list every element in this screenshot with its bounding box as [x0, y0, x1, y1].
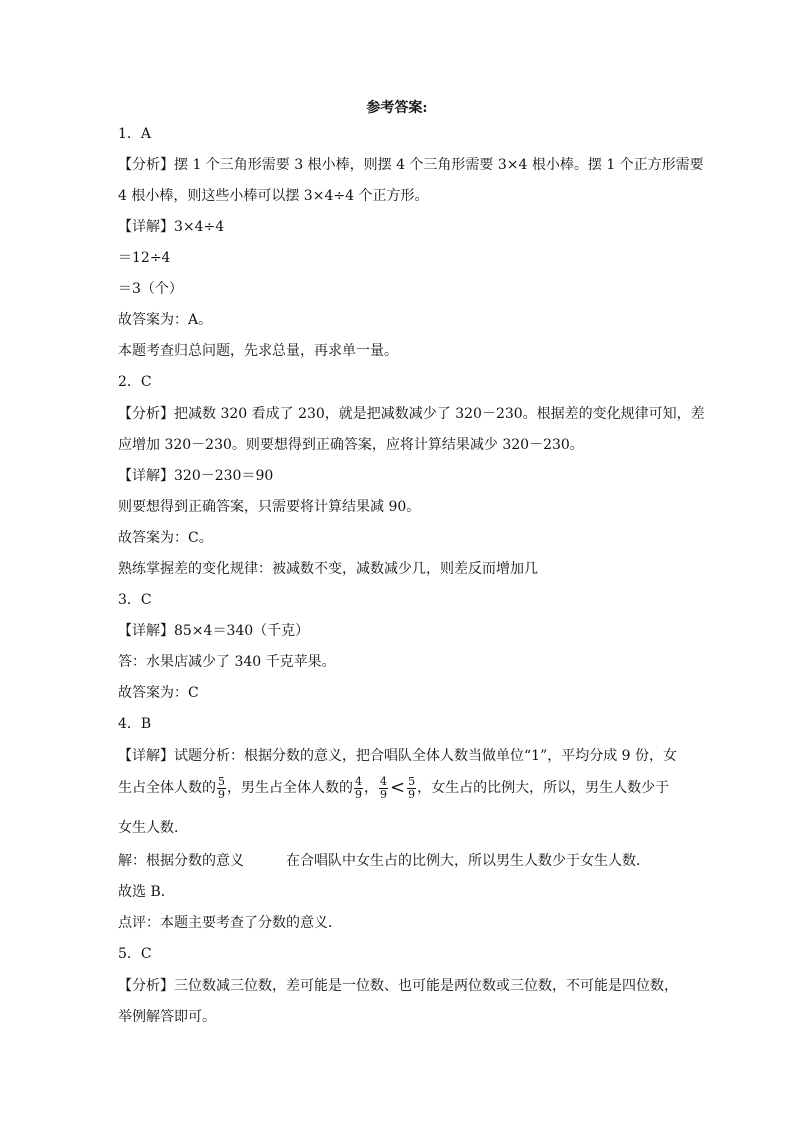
q4-choice: 故选 B．: [118, 884, 175, 900]
page-title: 参考答案:: [366, 100, 428, 116]
fraction-5-9-compare: [407, 776, 416, 801]
fraction-5-9: [217, 776, 226, 801]
q2-detail: 【详解】320－230＝90: [118, 468, 274, 484]
fraction-denominator: 9: [408, 787, 416, 801]
q1-answer: 故答案为：A。: [118, 312, 213, 328]
q2-note: 熟练掌握差的变化规律：被减数不变，减数减少几，则差反而增加几: [118, 561, 538, 577]
less-than-sign: <: [390, 777, 406, 798]
fraction-numerator: 4: [380, 774, 387, 788]
q4-solution-b: 在合唱队中女生占的比例大，所以男生人数少于女生人数．: [286, 853, 650, 869]
fraction-numerator: 5: [408, 774, 416, 788]
q1-detail: 【详解】3×4÷4: [118, 219, 225, 235]
fraction-numerator: 4: [355, 774, 362, 788]
q4-head: 4．B: [118, 716, 152, 732]
q4-solution: [118, 851, 686, 871]
q3-head: 3．C: [118, 592, 152, 608]
fraction-denominator: 9: [218, 787, 225, 801]
fraction-4-9-compare: [379, 776, 388, 801]
q1-analysis-line1: 【分析】摆 1 个三角形需要 3 根小棒，则摆 4 个三角形需要 3×4 根小棒。摆 1 个正方形需要: [118, 157, 704, 173]
q1-step1: ＝12÷4: [118, 250, 171, 266]
q5-analysis-line2: 举例解答即可。: [118, 1009, 216, 1025]
q2-answer: 故答案为：C。: [118, 530, 213, 546]
q2-result: 则要想得到正确答案，只需要将计算结果减 90。: [118, 499, 421, 515]
q1-analysis-line2: 4 根小棒，则这些小棒可以摆 3×4÷4 个正方形。: [118, 188, 429, 204]
q1-note: 本题考查归总问题，先求总量，再求单一量。: [118, 343, 398, 359]
q3-reply: 答：水果店减少了 340 千克苹果。: [118, 654, 336, 670]
fraction-4-9: [354, 776, 363, 801]
q4-comment: 点评：本题主要考查了分数的意义．: [118, 915, 342, 931]
fraction-denominator: 9: [380, 787, 387, 801]
q4-line3: 女生人数．: [118, 820, 188, 836]
q4-line2-text-d: ，女生占的比例大，所以，男生人数少于: [417, 780, 670, 796]
q1-step2: ＝3（个）: [118, 281, 183, 297]
q4-line1: 【详解】试题分析：根据分数的意义，把合唱队全体人数当做单位“1”，平均分成 9 份，女: [118, 748, 678, 764]
q4-solution-a: 解：根据分数的意义: [118, 853, 244, 869]
fraction-denominator: 9: [355, 787, 362, 801]
q5-analysis-line1: 【分析】三位数减三位数，差可能是一位数、也可能是两位数或三位数，不可能是四位数，: [118, 978, 678, 994]
q4-line2-text-b: ，男生占全体人数的: [227, 780, 353, 796]
fraction-numerator: 5: [218, 774, 225, 788]
q2-analysis-line2: 应增加 320－230。则要想得到正确答案，应将计算结果减少 320－230。: [118, 437, 584, 453]
q4-line2-text-c: ，: [364, 780, 378, 796]
q4-line2-text-a: 生占全体人数的: [118, 780, 216, 796]
q3-detail: 【详解】85×4＝340（千克）: [118, 623, 310, 639]
q3-answer: 故答案为：C: [118, 685, 199, 701]
q1-head: 1．A: [118, 126, 152, 142]
q4-line2: [118, 774, 686, 802]
q2-analysis-line1: 【分析】把减数 320 看成了 230，就是把减数减少了 320－230。根据差的变化规律可知，差: [118, 406, 705, 422]
q2-head: 2．C: [118, 374, 152, 390]
q5-head: 5．C: [118, 946, 152, 962]
